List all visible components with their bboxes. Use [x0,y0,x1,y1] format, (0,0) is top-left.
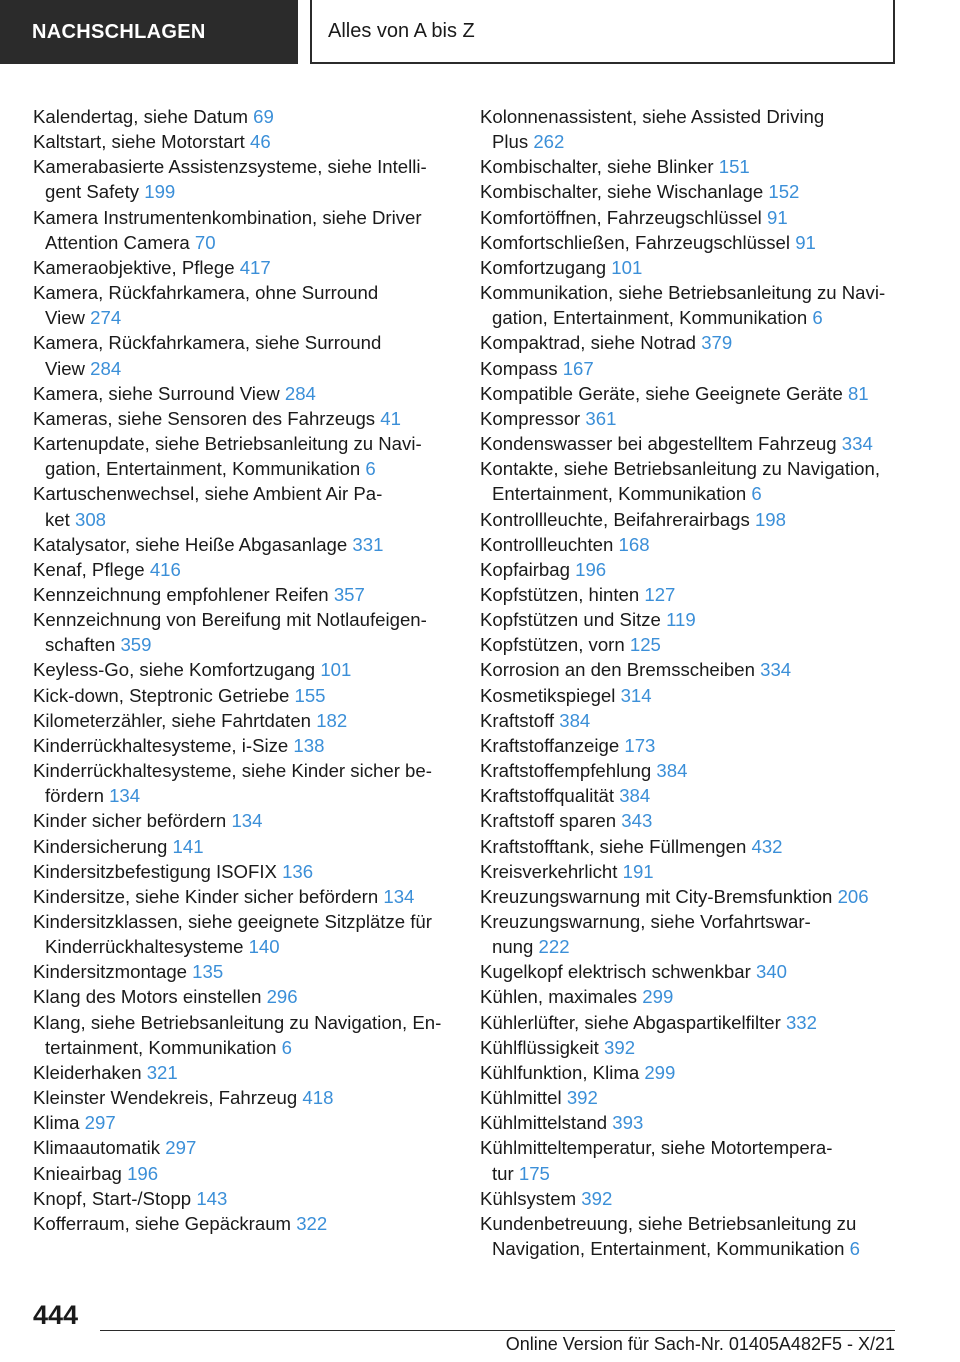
index-entry-text: Kamera, Rückfahrkamera, siehe Surround [33,332,382,354]
index-entry-text: Korrosion an den Bremsscheiben [480,659,755,681]
page-reference-link[interactable]: 332 [785,1011,817,1033]
index-entry-text: Kühlflüssigkeit [480,1036,599,1058]
page-reference-link[interactable]: 69 [253,106,274,127]
page-reference-link[interactable]: 101 [320,659,352,681]
page-reference-link[interactable]: 151 [718,156,750,178]
index-entry [480,456,910,506]
index-entry-text: Klimaautomatik [33,1137,161,1159]
index-entry [33,1060,453,1085]
page-reference-link[interactable]: 297 [165,1137,197,1159]
index-entry [33,406,453,431]
page-reference-link[interactable]: 343 [621,810,653,832]
index-entry-text: Kreuzungswarnung, siehe Vorfahrtswar- [480,911,811,932]
page-reference-link[interactable]: 418 [302,1087,334,1109]
page-reference-link[interactable]: 168 [618,533,650,555]
page-reference-link[interactable]: 138 [293,734,325,756]
index-entry [480,255,910,280]
index-entry-text: Entertainment, Kommunikation [492,483,747,505]
index-entry-text: View [45,357,85,379]
index-entry [33,129,453,154]
index-entry-text: Kombischalter, siehe Blinker [480,156,714,178]
page-reference-link[interactable]: 392 [604,1036,636,1058]
page-reference-link[interactable]: 314 [620,684,652,706]
index-entry [33,330,453,380]
page-reference-link[interactable]: 6 [812,307,823,329]
index-entry [33,984,453,1009]
index-entry-text: Kalendertag, siehe Datum [33,106,248,127]
index-entry-text: Kamerabasierte Assistenzsysteme, siehe Intelli- [33,156,427,178]
index-entry-text: Kreisverkehrlicht [480,860,618,882]
page-reference-link[interactable]: 392 [566,1087,598,1109]
page-reference-link[interactable]: 199 [144,181,176,203]
page-reference-link[interactable]: 334 [760,659,792,681]
page-reference-link[interactable]: 357 [333,583,365,605]
index-entry-text: Kinderrückhaltesysteme [45,936,244,958]
page-reference-link[interactable]: 334 [841,433,873,455]
index-entry-text: Klang des Motors einstellen [33,986,262,1008]
index-entry-text: Kamera, Rückfahrkamera, ohne Surround [33,282,379,304]
page-reference-link[interactable]: 152 [768,181,800,203]
index-entry [480,959,910,984]
page-reference-link[interactable]: 182 [316,709,348,731]
page-reference-link[interactable]: 135 [192,961,224,983]
page-reference-link[interactable]: 6 [751,483,762,505]
index-entry-text: Navigation, Entertainment, Kommunikation [492,1238,845,1260]
index-entry-text: Kameras, siehe Sensoren des Fahrzeugs [33,407,376,429]
page-reference-link[interactable]: 331 [352,533,384,555]
index-entry [480,154,910,179]
page-reference-link[interactable]: 262 [533,131,565,153]
index-entry [480,808,910,833]
index-entry [480,607,910,632]
chapter-title: Alles von A bis Z [310,0,895,64]
index-entry-text: nung [492,936,534,958]
page-reference-link[interactable]: 173 [624,734,656,756]
index-entry-text: Kraftstofftank, siehe Füllmengen [480,835,747,857]
index-entry [480,1035,910,1060]
index-entry [33,909,453,959]
page-reference-link[interactable]: 6 [281,1036,293,1058]
index-entry-text: Kühlfunktion, Klima [480,1061,640,1083]
index-entry-text: gation, Entertainment, Kommunikation [45,458,361,480]
index-entry-text: ket [45,508,70,530]
page-reference-link[interactable]: 222 [538,936,570,958]
page-reference-link[interactable]: 134 [109,785,141,807]
page-reference-link[interactable]: 308 [74,508,107,530]
index-entry-text: Kühlmitteltemperatur, siehe Motortempera- [480,1137,833,1159]
footer-divider [100,1330,895,1331]
index-entry [480,381,910,406]
page-reference-link[interactable]: 359 [120,634,152,656]
index-entry-text: Kompressor [480,407,581,429]
page-reference-link[interactable]: 361 [585,407,617,429]
index-entry [33,758,453,808]
index-entry [33,205,453,255]
index-entry [480,683,910,708]
index-entry-text: Kameraobjektive, Pflege [33,256,235,278]
index-entry [480,230,910,255]
page-reference-link[interactable]: 91 [766,206,788,228]
page-reference-link[interactable]: 384 [619,785,651,807]
index-entry [33,1085,453,1110]
page-reference-link[interactable]: 140 [248,936,280,958]
index-entry-text: Kenaf, Pflege [33,558,145,580]
index-entry-text: Knopf, Start-/Stopp [33,1187,192,1209]
index-entry-text: Kugelkopf elektrisch schwenkbar [480,961,751,983]
page-reference-link[interactable]: 143 [196,1187,228,1209]
page-reference-link[interactable]: 6 [365,458,376,480]
index-entry-text: Komfortschließen, Fahrzeugschlüssel [480,231,791,253]
page-reference-link[interactable]: 136 [282,860,314,882]
index-entry [33,381,453,406]
index-entry [33,708,453,733]
index-entry-text: Kindersitzklassen, siehe geeignete Sitzplätze für [33,911,432,932]
index-entry-text: Kartenupdate, siehe Betriebsanleitung zu Navi- [33,433,422,455]
page-reference-link[interactable]: 191 [622,860,654,882]
index-entry [480,1211,910,1261]
index-entry [33,1010,453,1060]
index-entry [480,859,910,884]
index-entry [480,1010,910,1035]
index-entry-text: Kühlerlüfter, siehe Abgaspartikelfilter [480,1011,781,1033]
index-entry [33,1110,453,1135]
index-entry-text: fördern [45,785,104,807]
index-entry [33,884,453,909]
index-entry [480,557,910,582]
page-reference-link[interactable]: 196 [127,1162,159,1184]
index-entry-text: gent Safety [45,181,140,203]
index-entry-text: Kommunikation, siehe Betriebsanleitung zu Navi- [480,282,886,304]
index-entry [33,657,453,682]
index-entry-text: Kompaktrad, siehe Notrad [480,332,697,354]
index-entry-text: Kofferraum, siehe Gepäckraum [33,1212,292,1234]
index-entry-text: tur [492,1162,514,1184]
page-reference-link[interactable]: 284 [284,382,316,404]
index-entry-text: Klang, siehe Betriebsanleitung zu Navigation, En- [33,1011,442,1033]
index-entry [33,1161,453,1186]
index-entry [480,984,910,1009]
index-entry [480,1186,910,1211]
index-entry-text: Klima [33,1112,80,1134]
page-reference-link[interactable]: 206 [837,885,869,907]
page-reference-link[interactable]: 416 [149,558,181,580]
index-entry-text: Kinder sicher befördern [33,810,227,832]
index-entry-text: Plus [492,131,529,153]
index-entry [480,507,910,532]
page-reference-link[interactable]: 91 [795,231,816,253]
page-reference-link[interactable]: 81 [847,382,869,404]
page-reference-link[interactable]: 299 [644,1061,676,1083]
online-version-note: Online Version für Sach-Nr. 01405A482F5 - X/21 [505,1334,895,1354]
page-reference-link[interactable]: 6 [849,1238,860,1260]
index-entry-text: Kinderrückhaltesysteme, i-Size [33,734,289,756]
index-entry [33,834,453,859]
index-entry [480,1060,910,1085]
page-reference-link[interactable]: 134 [383,885,415,907]
index-entry-text: Katalysator, siehe Heiße Abgasanlage [33,533,348,555]
page-reference-link[interactable]: 384 [656,760,688,782]
page-reference-link[interactable]: 296 [266,986,298,1008]
index-entry-text: Keyless-Go, siehe Komfortzugang [33,659,316,681]
index-entry [33,808,453,833]
index-entry [480,1135,910,1185]
page-reference-link[interactable]: 155 [294,684,326,706]
index-entry-text: Kondenswasser bei abgestelltem Fahrzeug [480,433,837,455]
index-entry-text: Kopfstützen und Sitze [480,609,661,631]
index-entry-text: Kindersitzbefestigung ISOFIX [33,860,277,882]
index-entry [33,280,453,330]
index-entry [33,557,453,582]
index-column-left [33,104,453,1236]
index-entry-text: Kartuschenwechsel, siehe Ambient Air Pa- [33,483,383,505]
index-entry-text: Kennzeichnung von Bereifung mit Notlaufeigen- [33,609,427,631]
index-entry-text: Kennzeichnung empfohlener Reifen [33,583,329,605]
page-reference-link[interactable]: 101 [611,256,643,278]
index-entry [33,582,453,607]
page-reference-link[interactable]: 392 [581,1187,613,1209]
index-entry [480,884,910,909]
index-entry [480,1085,910,1110]
index-entry-text: Attention Camera [45,231,190,253]
index-entry [480,657,910,682]
index-entry [480,834,910,859]
index-entry-text: View [45,307,85,329]
index-entry-text: Kühlsystem [480,1187,577,1209]
index-entry [480,179,910,204]
section-tab: NACHSCHLAGEN [0,0,298,64]
page-reference-link[interactable]: 321 [146,1061,178,1083]
page-reference-link[interactable]: 297 [84,1112,116,1134]
index-entry-text: Kraftstoffanzeige [480,734,620,756]
index-entry-text: Kopfairbag [480,558,570,580]
index-entry-text: gation, Entertainment, Kommunikation [492,307,808,329]
index-entry-text: Kontrollleuchten [480,533,614,555]
index-entry-text: Kamera, siehe Surround View [33,382,280,404]
index-entry [480,104,910,154]
page-reference-link[interactable]: 167 [562,357,594,379]
index-entry-text: Kopfstützen, vorn [480,634,625,656]
page-reference-link[interactable]: 127 [644,583,676,605]
index-entry-text: Kleinster Wendekreis, Fahrzeug [33,1087,298,1109]
page-header [0,0,960,66]
index-entry [480,582,910,607]
page-reference-link[interactable]: 384 [559,709,591,731]
index-entry [33,255,453,280]
index-entry-text: Kilometerzähler, siehe Fahrtdaten [33,709,312,731]
index-entry-text: Kolonnenassistent, siehe Assisted Driving [480,106,825,127]
index-column-right [480,104,910,1261]
page-reference-link[interactable]: 46 [250,131,271,153]
index-entry-text: Knieairbag [33,1162,122,1184]
page-reference-link[interactable]: 322 [296,1212,328,1234]
index-entry [33,1135,453,1160]
index-entry-text: Kopfstützen, hinten [480,583,640,605]
index-entry [33,431,453,481]
index-entry [33,532,453,557]
index-entry-text: Kosmetikspiegel [480,684,616,706]
page-reference-link[interactable]: 141 [172,835,204,857]
page-reference-link[interactable]: 175 [518,1162,550,1184]
index-entry [480,758,910,783]
index-entry [480,280,910,330]
index-entry [480,356,910,381]
index-entry-text: Kindersicherung [33,835,168,857]
index-entry [480,632,910,657]
index-entry-text: Kamera Instrumentenkombination, siehe Driver [33,206,422,228]
index-entry [33,859,453,884]
page-reference-link[interactable]: 196 [575,558,607,580]
index-entry-text: Kraftstoffempfehlung [480,760,652,782]
index-entry [480,406,910,431]
index-entry-text: Kühlmittelstand [480,1112,608,1134]
index-entry [480,1110,910,1135]
page-reference-link[interactable]: 134 [231,810,263,832]
index-entry-text: Kompass [480,357,558,379]
index-entry [33,1186,453,1211]
page-reference-link[interactable]: 299 [642,986,674,1008]
index-entry-text: Kindersitzmontage [33,961,187,983]
page-reference-link[interactable]: 119 [666,609,696,631]
page-reference-link[interactable]: 379 [701,332,733,354]
page-reference-link[interactable]: 70 [194,231,216,253]
page-reference-link[interactable]: 41 [380,407,401,429]
page-reference-link[interactable]: 284 [90,357,122,379]
index-entry [33,959,453,984]
index-entry [33,1211,453,1236]
page-reference-link[interactable]: 393 [612,1112,644,1134]
index-entry-text: Kühlen, maximales [480,986,638,1008]
index-entry [480,532,910,557]
page-reference-link[interactable]: 340 [755,961,787,983]
index-entry-text: Kick-down, Steptronic Getriebe [33,684,290,706]
page-reference-link[interactable]: 417 [239,256,271,278]
index-entry-text: Kraftstoff sparen [480,810,617,832]
index-entry-text: Kombischalter, siehe Wischanlage [480,181,764,203]
index-entry [33,104,453,129]
index-entry [480,431,910,456]
page-number: 444 [33,1300,79,1330]
index-entry [480,330,910,355]
index-entry-text: tertainment, Kommunikation [45,1036,277,1058]
index-entry-text: Kontakte, siehe Betriebsanleitung zu Navigation, [480,458,881,480]
index-entry-text: Kinderrückhaltesysteme, siehe Kinder sicher be- [33,760,432,782]
index-entry [33,481,453,531]
page-reference-link[interactable]: 274 [90,307,122,329]
index-entry [33,733,453,758]
index-entry-text: Kühlmittel [480,1087,562,1109]
index-entry-text: Kontrollleuchte, Beifahrerairbags [480,508,750,530]
index-entry-text: Kreuzungswarnung mit City-Bremsfunktion [480,885,833,907]
page-reference-link[interactable]: 125 [629,634,661,656]
index-entry-text: Kaltstart, siehe Motorstart [33,131,245,153]
index-entry-text: Kraftstoff [480,709,555,731]
index-entry-text: Komfortöffnen, Fahrzeugschlüssel [480,206,762,228]
index-entry [480,733,910,758]
index-entry-text: Kundenbetreuung, siehe Betriebsanleitung zu [480,1212,857,1234]
index-entry [480,708,910,733]
index-entry [480,909,910,959]
index-entry [480,205,910,230]
index-entry [33,607,453,657]
page-reference-link[interactable]: 198 [754,508,786,530]
index-entry-text: Komfortzugang [480,256,607,278]
page-reference-link[interactable]: 432 [751,835,783,857]
index-entry [33,154,453,204]
index-entry-text: Kindersitze, siehe Kinder sicher befördern [33,885,379,907]
index-entry [480,783,910,808]
index-entry-text: Kraftstoffqualität [480,785,615,807]
index-entry [33,683,453,708]
index-entry-text: schaften [45,634,116,656]
index-entry-text: Kompatible Geräte, siehe Geeignete Geräte [480,382,843,404]
index-entry-text: Kleiderhaken [33,1061,142,1083]
